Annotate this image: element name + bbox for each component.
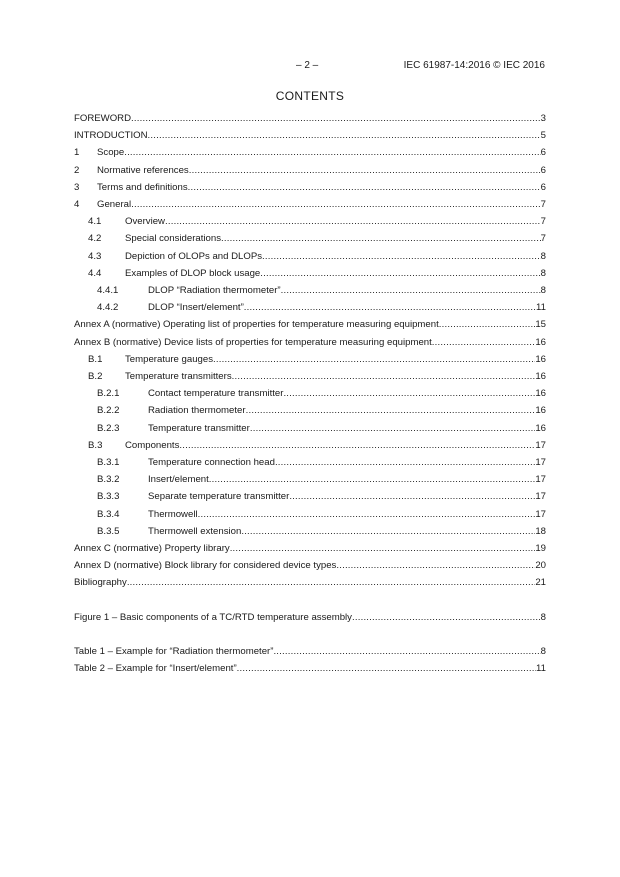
toc-entry-title: Temperature gauges <box>125 354 213 365</box>
toc-entry-number: 2 <box>74 165 80 176</box>
toc-entry-page: 16 <box>535 405 546 416</box>
toc-entry-page: 3 <box>540 113 546 124</box>
standard-reference: IEC 61987-14:2016 © IEC 2016 <box>403 60 545 71</box>
toc-leader-dots <box>131 198 541 212</box>
toc-entry-page: 16 <box>535 423 546 434</box>
toc-entry[interactable] <box>74 525 546 539</box>
toc-leader-dots <box>432 336 536 350</box>
toc-entry-page: 8 <box>540 268 546 279</box>
toc-entry-page: 6 <box>540 182 546 193</box>
toc-entry[interactable] <box>74 181 546 195</box>
toc-entry-title: Insert/element <box>148 474 209 485</box>
toc-entry-page: 7 <box>540 216 546 227</box>
toc-entry-title: Temperature transmitter <box>148 423 250 434</box>
toc-leader-dots <box>127 576 536 590</box>
toc-entry-number: 4.4 <box>88 268 102 279</box>
toc-entry[interactable] <box>74 267 546 281</box>
toc-entry-number: B.2 <box>88 371 103 382</box>
toc-entry[interactable] <box>74 353 546 367</box>
toc-entry-page: 17 <box>535 457 546 468</box>
contents-title: CONTENTS <box>275 89 345 103</box>
toc-entry[interactable] <box>74 284 546 298</box>
toc-entry-title: Figure 1 – Basic components of a TC/RTD temperature assembly <box>74 612 352 623</box>
toc-leader-dots <box>237 662 536 676</box>
toc-entry[interactable] <box>74 301 546 315</box>
toc-leader-dots <box>244 301 536 315</box>
toc-leader-dots <box>198 508 536 522</box>
toc-entry-title: Temperature connection head <box>148 457 275 468</box>
toc-leader-dots <box>250 422 535 436</box>
toc-entry-title: Table 1 – Example for “Radiation thermometer” <box>74 646 274 657</box>
toc-entry[interactable] <box>74 662 546 676</box>
toc-leader-dots <box>179 439 535 453</box>
toc-leader-dots <box>131 112 541 126</box>
toc-entry-title: Table 2 – Example for “Insert/element” <box>74 663 237 674</box>
toc-entry-title: Contact temperature transmitter <box>148 388 284 399</box>
toc-entry[interactable] <box>74 490 546 504</box>
toc-entry-title: Annex D (normative) Block library for considered device types <box>74 560 337 571</box>
toc-entry-title: General <box>97 199 132 210</box>
toc-leader-dots <box>246 404 536 418</box>
toc-entry[interactable] <box>74 508 546 522</box>
toc-leader-dots <box>439 318 536 332</box>
toc-leader-dots <box>188 181 541 195</box>
toc-entry-number: B.1 <box>88 354 103 365</box>
toc-entry-title: Thermowell extension <box>148 526 242 537</box>
toc-entry-page: 17 <box>535 509 546 520</box>
toc-entry[interactable] <box>74 112 546 126</box>
toc-entry-page: 6 <box>540 147 546 158</box>
toc-leader-dots <box>336 559 535 573</box>
toc-entry-title: DLOP “Radiation thermometer” <box>148 285 281 296</box>
toc-entry-number: B.3.4 <box>97 509 120 520</box>
toc-leader-dots <box>209 473 536 487</box>
toc-leader-dots <box>289 490 535 504</box>
toc-entry[interactable] <box>74 370 546 384</box>
toc-entry[interactable] <box>74 129 546 143</box>
toc-leader-dots <box>230 542 536 556</box>
toc-entry-page: 21 <box>535 577 546 588</box>
toc-entry-title: Depiction of OLOPs and DLOPs <box>125 251 263 262</box>
toc-entry-number: B.2.1 <box>97 388 120 399</box>
toc-leader-dots <box>262 250 541 264</box>
toc-entry[interactable] <box>74 250 546 264</box>
toc-entry-number: 4.2 <box>88 233 102 244</box>
toc-entry-number: 4 <box>74 199 80 210</box>
toc-entry[interactable] <box>74 611 546 625</box>
toc-entry-page: 8 <box>540 646 546 657</box>
toc-entry-page: 20 <box>535 560 546 571</box>
toc-entry[interactable] <box>74 387 546 401</box>
toc-leader-dots <box>281 284 541 298</box>
toc-entry-title: Annex A (normative) Operating list of properties for temperature measuring equipment <box>74 319 439 330</box>
toc-leader-dots <box>232 370 536 384</box>
toc-entry-title: Normative references <box>97 165 189 176</box>
toc-entry-title: Thermowell <box>148 509 198 520</box>
page-number: – 2 – <box>296 60 319 71</box>
toc-entry-number: B.2.2 <box>97 405 120 416</box>
toc-entry-page: 8 <box>540 251 546 262</box>
toc-entry-number: 3 <box>74 182 80 193</box>
toc-entry-page: 16 <box>535 337 546 348</box>
toc-entry-title: Radiation thermometer <box>148 405 246 416</box>
toc-entry-page: 11 <box>536 302 546 313</box>
toc-leader-dots <box>221 232 541 246</box>
toc-entry-page: 16 <box>535 354 546 365</box>
toc-entry-title: Temperature transmitters <box>125 371 232 382</box>
toc-entry-title: Separate temperature transmitter <box>148 491 290 502</box>
toc-entry[interactable] <box>74 645 546 659</box>
toc-entry-page: 8 <box>540 612 546 623</box>
toc-entry-number: 1 <box>74 147 80 158</box>
toc-entry[interactable] <box>74 422 546 436</box>
toc-entry-number: B.3.5 <box>97 526 120 537</box>
toc-entry-title: DLOP “Insert/element” <box>148 302 244 313</box>
toc-leader-dots <box>241 525 535 539</box>
toc-entry[interactable] <box>74 559 546 573</box>
toc-entry[interactable] <box>74 318 546 332</box>
toc-entry-page: 7 <box>540 233 546 244</box>
toc-entry[interactable] <box>74 215 546 229</box>
toc-leader-dots <box>165 215 541 229</box>
toc-entry[interactable] <box>74 198 546 212</box>
toc-entry-number: B.2.3 <box>97 423 120 434</box>
toc-entry[interactable] <box>74 336 546 350</box>
toc-entry[interactable] <box>74 473 546 487</box>
toc-entry-page: 16 <box>535 388 546 399</box>
toc-entry-page: 7 <box>540 199 546 210</box>
toc-leader-dots <box>260 267 540 281</box>
toc-entry[interactable] <box>74 146 546 160</box>
toc-entry-page: 11 <box>536 663 546 674</box>
toc-entry-page: 18 <box>535 526 546 537</box>
toc-entry-number: 4.1 <box>88 216 102 227</box>
toc-entry[interactable] <box>74 404 546 418</box>
page-header <box>0 60 620 74</box>
toc-entry-page: 17 <box>535 440 546 451</box>
toc-entry-number: B.3.1 <box>97 457 120 468</box>
toc-leader-dots <box>213 353 535 367</box>
toc-entry-title: Bibliography <box>74 577 127 588</box>
toc-entry[interactable] <box>74 456 546 470</box>
toc-entry-page: 17 <box>535 491 546 502</box>
toc-entry-title: Scope <box>97 147 125 158</box>
toc-entry[interactable] <box>74 542 546 556</box>
toc-entry-page: 5 <box>540 130 546 141</box>
toc-entry-number: B.3.2 <box>97 474 120 485</box>
toc-leader-dots <box>273 645 540 659</box>
toc-entry-title: Examples of DLOP block usage <box>125 268 261 279</box>
toc-entry-title: Annex C (normative) Property library <box>74 543 230 554</box>
toc-entry-page: 16 <box>535 371 546 382</box>
toc-entry-title: Components <box>125 440 180 451</box>
toc-entry-page: 8 <box>540 285 546 296</box>
toc-entry-page: 17 <box>535 474 546 485</box>
toc-leader-dots <box>352 611 541 625</box>
toc-entry-number: B.3.3 <box>97 491 120 502</box>
toc-leader-dots <box>283 387 535 401</box>
toc-entry-title: Annex B (normative) Device lists of properties for temperature measuring equipment <box>74 337 432 348</box>
toc-entry[interactable] <box>74 439 546 453</box>
toc-entry-title: Overview <box>125 216 165 227</box>
toc-entry-title: FOREWORD <box>74 113 132 124</box>
toc-entry[interactable] <box>74 576 546 590</box>
toc-leader-dots <box>124 146 540 160</box>
toc-leader-dots <box>189 164 541 178</box>
toc-entry-page: 15 <box>535 319 546 330</box>
toc-entry-number: B.3 <box>88 440 103 451</box>
toc-entry-number: 4.4.1 <box>97 285 119 296</box>
toc-entry-page: 6 <box>540 165 546 176</box>
toc-entry-number: 4.3 <box>88 251 102 262</box>
toc-entry-title: Terms and definitions <box>97 182 188 193</box>
toc-entry-page: 19 <box>535 543 546 554</box>
toc-leader-dots <box>148 129 541 143</box>
toc-entry[interactable] <box>74 232 546 246</box>
toc-leader-dots <box>275 456 535 470</box>
toc-entry-title: Special considerations <box>125 233 221 244</box>
toc-entry-number: 4.4.2 <box>97 302 119 313</box>
toc-entry[interactable] <box>74 164 546 178</box>
toc-entry-title: INTRODUCTION <box>74 130 148 141</box>
